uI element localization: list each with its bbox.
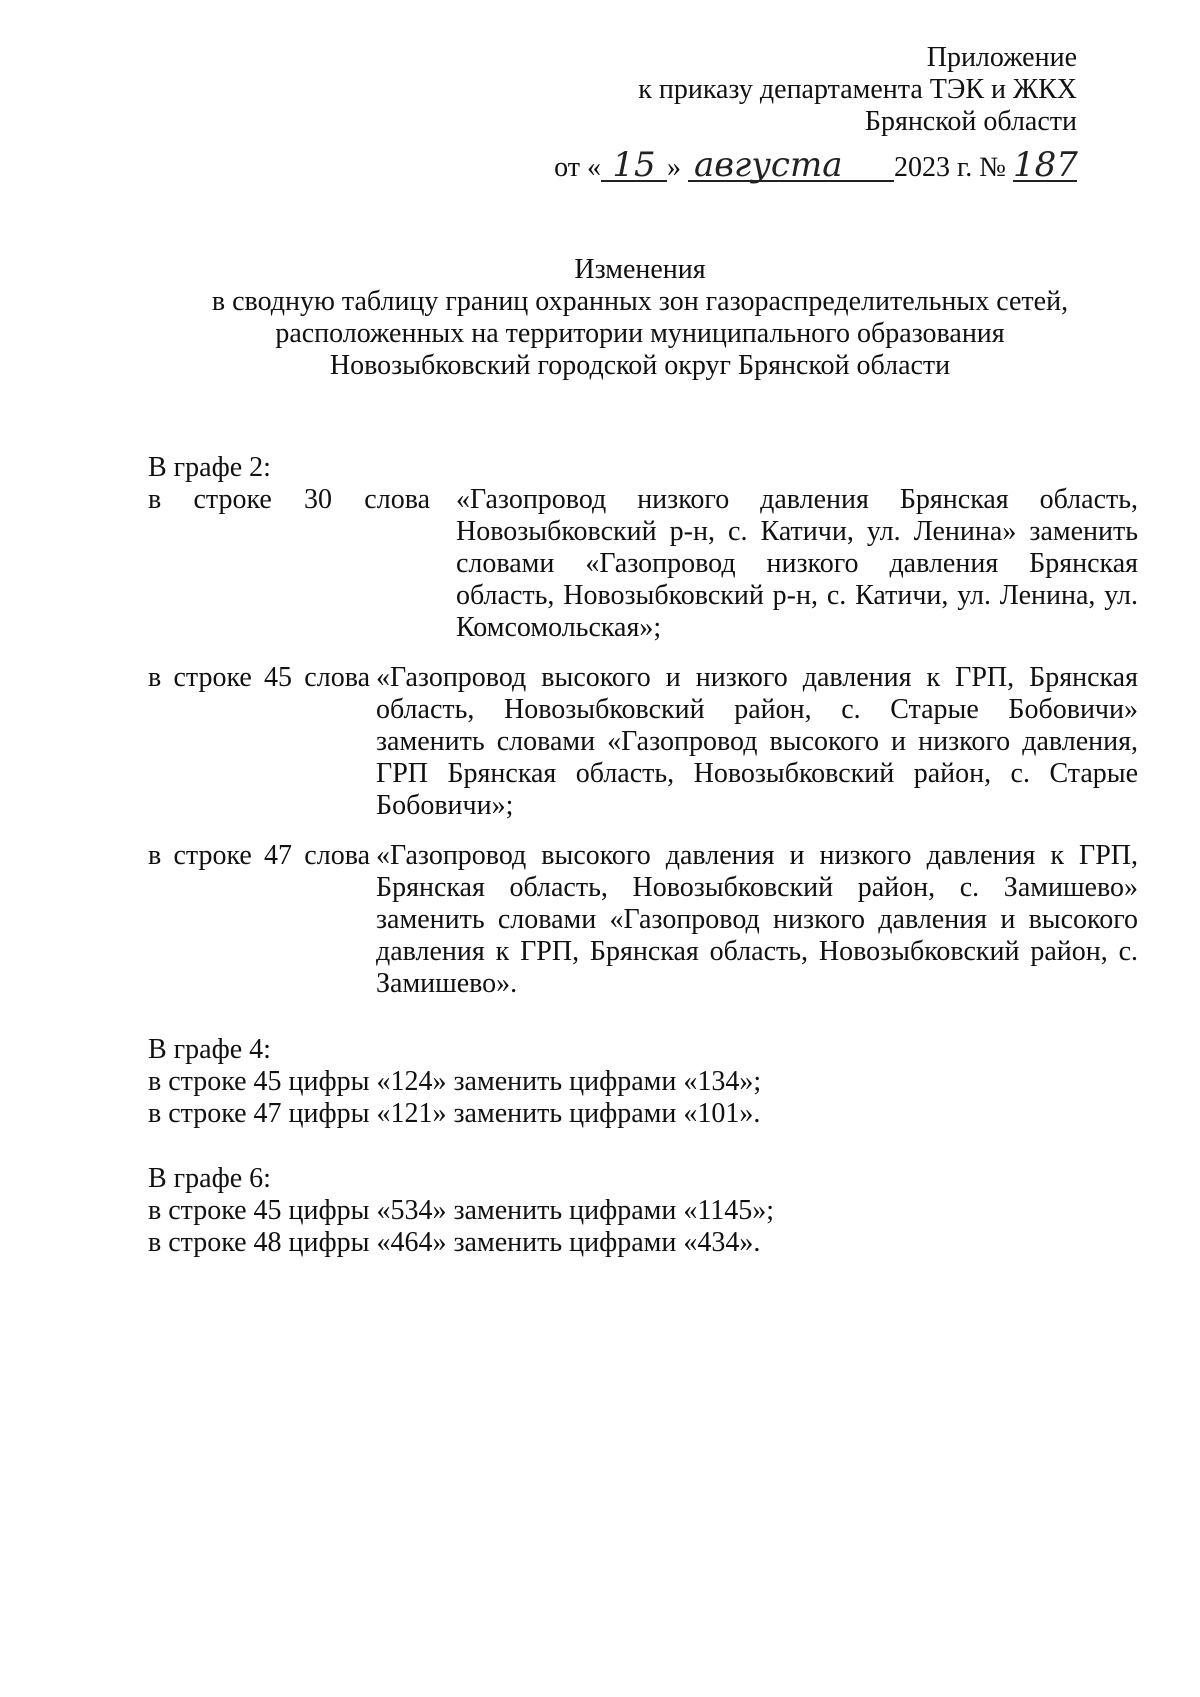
date-mid: » xyxy=(666,152,681,183)
section-column-2 xyxy=(148,452,1138,1018)
entry-lead: в строке 47 слова xyxy=(148,840,370,871)
header-line-3: Брянской области xyxy=(864,106,1077,137)
entry-lead: в строке 45 слова xyxy=(148,662,370,693)
title-line-1: Изменения xyxy=(574,254,706,285)
section-2-heading: В графе 2: xyxy=(148,452,271,483)
section-column-4 xyxy=(148,1034,1138,1130)
entry-text: «Газопровод низкого давления Брянская область, Новозыбковский р-н, с. Катичи, ул. Ленина» заменить словами «Газопровод низкого давления Брянская область, Новозыбковский р-н, с. Катичи, ул. Ленина, ул. Комсомольская»; xyxy=(456,484,1138,643)
date-day-handwritten: 15 xyxy=(601,150,667,182)
section-column-6 xyxy=(148,1163,1138,1259)
section-4-heading: В графе 4: xyxy=(148,1034,271,1065)
date-prefix: от « xyxy=(554,152,601,183)
document-title xyxy=(0,254,1200,382)
title-line-4: Новозыбковский городской округ Брянской области xyxy=(329,350,951,381)
order-number-handwritten: 187 xyxy=(1013,145,1078,185)
change-entry-row-45 xyxy=(148,662,1138,822)
order-date-line xyxy=(554,145,1078,194)
title-line-2: в сводную таблицу границ охранных зон газораспределительных сетей, xyxy=(211,286,1069,317)
section-6-line-2: в строке 48 цифры «464» заменить цифрами «434». xyxy=(148,1227,761,1258)
entry-text: «Газопровод высокого давления и низкого давления к ГРП, Брянская область, Новозыбковский район, с. Замишево» заменить словами «Газопровод низкого давления и высокого давления к ГРП, Брянская область, Новозыбковский район, с. Замишево». xyxy=(376,840,1138,999)
header-line-1: Приложение xyxy=(926,42,1077,73)
section-4-line-1: в строке 45 цифры «124» заменить цифрами «134»; xyxy=(148,1066,762,1097)
section-4-line-2: в строке 47 цифры «121» заменить цифрами «101». xyxy=(148,1098,761,1129)
date-year: 2023 г. № xyxy=(893,152,1006,183)
attachment-header xyxy=(638,42,1077,138)
change-entry-row-30 xyxy=(148,484,1138,644)
entry-lead: в строке 30 слова xyxy=(148,484,430,515)
header-line-2: к приказу департамента ТЭК и ЖКХ xyxy=(638,74,1077,105)
change-entry-row-47 xyxy=(148,840,1138,1000)
title-line-3: расположенных на территории муниципального образования xyxy=(275,318,1005,349)
date-month-handwritten: августа xyxy=(688,150,894,182)
section-6-heading: В графе 6: xyxy=(148,1163,271,1194)
section-6-line-1: в строке 45 цифры «534» заменить цифрами «1145»; xyxy=(148,1195,775,1226)
entry-text: «Газопровод высокого и низкого давления к ГРП, Брянская область, Новозыбковский район, с. Старые Бобовичи» заменить словами «Газопровод высокого и низкого давления, ГРП Брянская область, Новозыбковский район, с. Старые Бобовичи»; xyxy=(376,662,1138,821)
